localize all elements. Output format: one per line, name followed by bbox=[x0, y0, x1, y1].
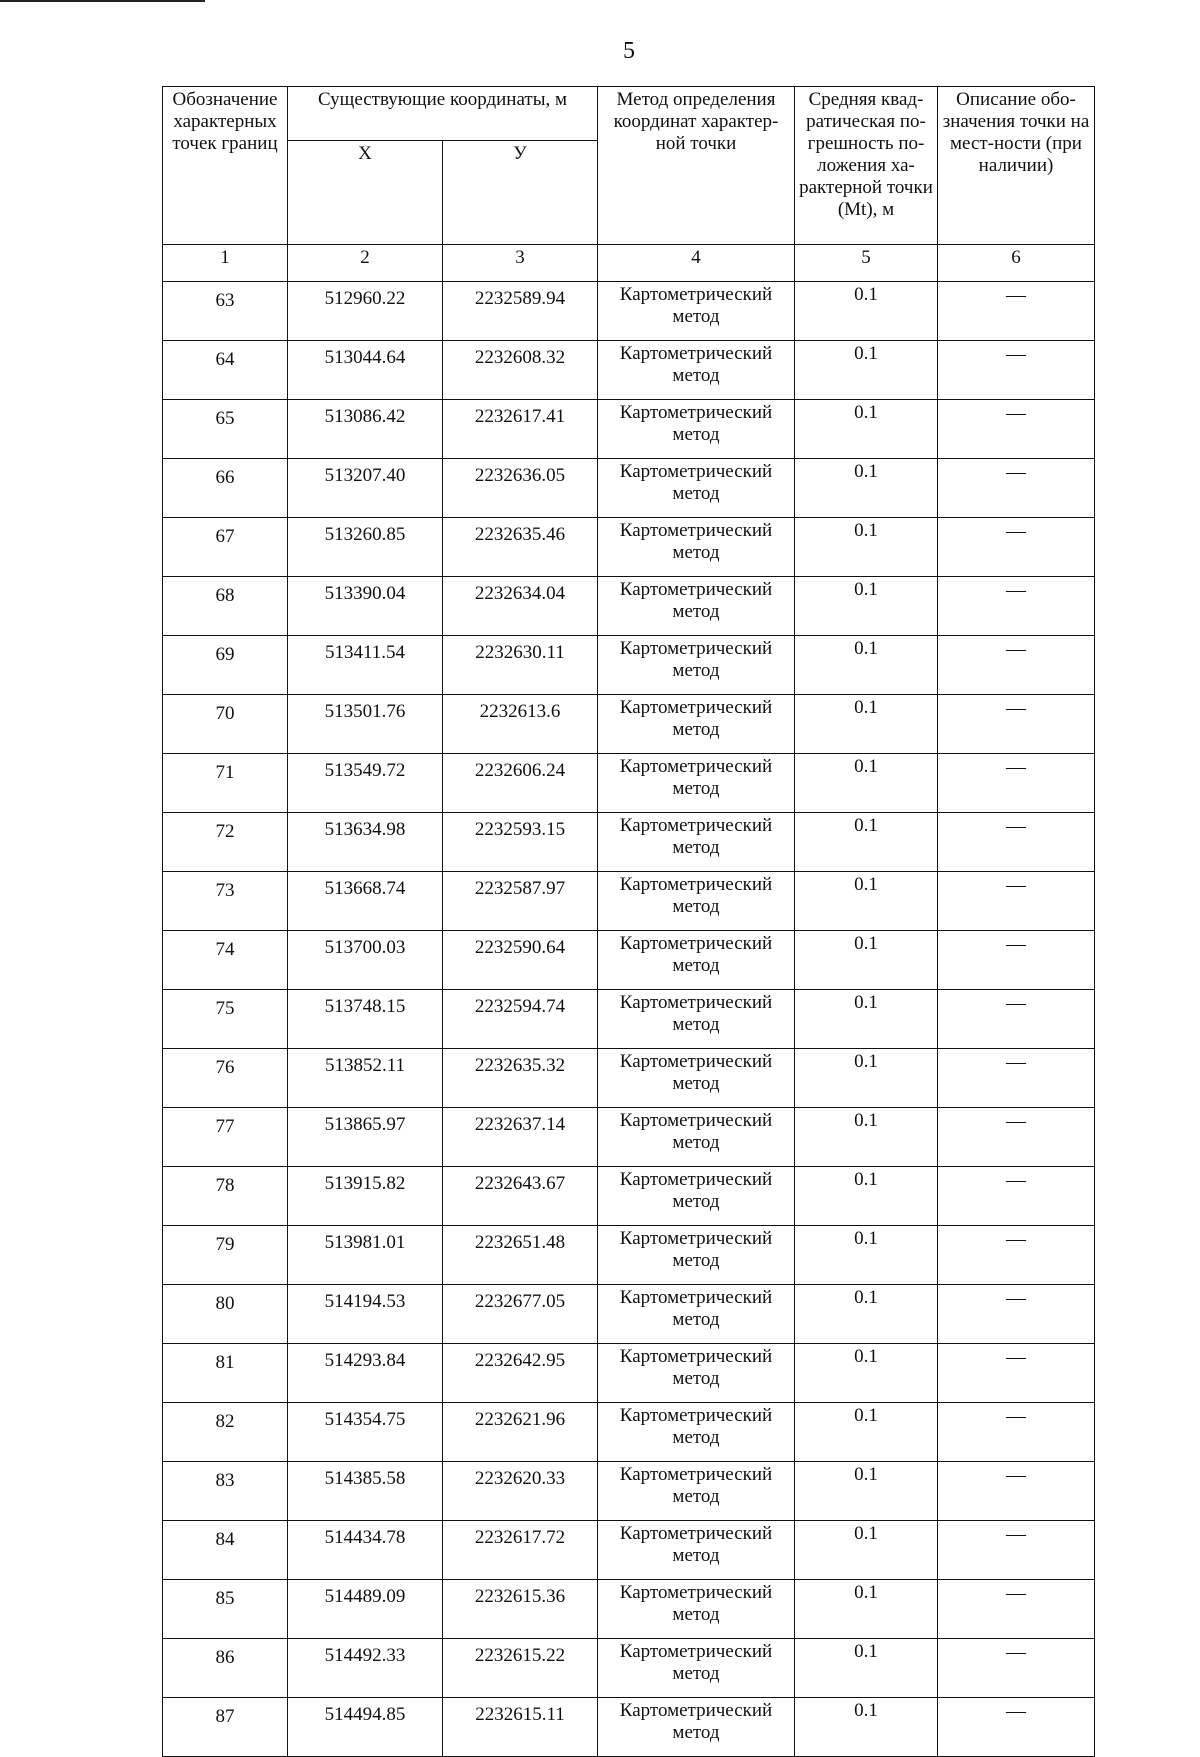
cell-method: Картометрический метод bbox=[598, 872, 795, 931]
cell-method: Картометрический метод bbox=[598, 754, 795, 813]
cell-method: Картометрический метод bbox=[598, 341, 795, 400]
table-row bbox=[163, 459, 1095, 518]
cell-y: 2232621.96 bbox=[443, 1403, 598, 1462]
cell-error: 0.1 bbox=[795, 1049, 938, 1108]
cell-x: 513915.82 bbox=[288, 1167, 443, 1226]
cell-error: 0.1 bbox=[795, 518, 938, 577]
cell-point-id: 77 bbox=[163, 1108, 288, 1167]
cell-x: 513086.42 bbox=[288, 400, 443, 459]
cell-method: Картометрический метод bbox=[598, 1698, 795, 1757]
cell-description: — bbox=[938, 1639, 1095, 1698]
cell-method: Картометрический метод bbox=[598, 1049, 795, 1108]
column-number: 5 bbox=[795, 245, 938, 282]
cell-description: — bbox=[938, 1344, 1095, 1403]
cell-x: 514494.85 bbox=[288, 1698, 443, 1757]
cell-error: 0.1 bbox=[795, 1462, 938, 1521]
cell-point-id: 80 bbox=[163, 1285, 288, 1344]
cell-point-id: 73 bbox=[163, 872, 288, 931]
cell-method: Картометрический метод bbox=[598, 1639, 795, 1698]
cell-x: 513852.11 bbox=[288, 1049, 443, 1108]
top-rule bbox=[0, 0, 205, 2]
cell-error: 0.1 bbox=[795, 1580, 938, 1639]
cell-x: 513865.97 bbox=[288, 1108, 443, 1167]
cell-method: Картометрический метод bbox=[598, 1285, 795, 1344]
cell-y: 2232630.11 bbox=[443, 636, 598, 695]
cell-method: Картометрический метод bbox=[598, 400, 795, 459]
cell-error: 0.1 bbox=[795, 813, 938, 872]
cell-error: 0.1 bbox=[795, 1698, 938, 1757]
cell-y: 2232642.95 bbox=[443, 1344, 598, 1403]
cell-error: 0.1 bbox=[795, 459, 938, 518]
cell-point-id: 67 bbox=[163, 518, 288, 577]
column-number: 2 bbox=[288, 245, 443, 282]
cell-y: 2232620.33 bbox=[443, 1462, 598, 1521]
cell-error: 0.1 bbox=[795, 1639, 938, 1698]
cell-y: 2232590.64 bbox=[443, 931, 598, 990]
cell-description: — bbox=[938, 990, 1095, 1049]
header-point-designation: Обозначение характерных точек границ bbox=[163, 87, 288, 245]
table-row bbox=[163, 1639, 1095, 1698]
cell-description: — bbox=[938, 1226, 1095, 1285]
cell-y: 2232617.41 bbox=[443, 400, 598, 459]
cell-point-id: 79 bbox=[163, 1226, 288, 1285]
cell-method: Картометрический метод bbox=[598, 1344, 795, 1403]
cell-y: 2232594.74 bbox=[443, 990, 598, 1049]
cell-method: Картометрический метод bbox=[598, 577, 795, 636]
cell-description: — bbox=[938, 695, 1095, 754]
cell-point-id: 68 bbox=[163, 577, 288, 636]
cell-method: Картометрический метод bbox=[598, 931, 795, 990]
table-row bbox=[163, 341, 1095, 400]
cell-point-id: 66 bbox=[163, 459, 288, 518]
cell-description: — bbox=[938, 1580, 1095, 1639]
column-number: 1 bbox=[163, 245, 288, 282]
table-row bbox=[163, 1049, 1095, 1108]
cell-y: 2232677.05 bbox=[443, 1285, 598, 1344]
cell-x: 514293.84 bbox=[288, 1344, 443, 1403]
cell-error: 0.1 bbox=[795, 341, 938, 400]
cell-description: — bbox=[938, 1049, 1095, 1108]
cell-method: Картометрический метод bbox=[598, 636, 795, 695]
cell-x: 513411.54 bbox=[288, 636, 443, 695]
cell-error: 0.1 bbox=[795, 1403, 938, 1462]
cell-x: 514489.09 bbox=[288, 1580, 443, 1639]
cell-description: — bbox=[938, 1698, 1095, 1757]
cell-error: 0.1 bbox=[795, 577, 938, 636]
cell-error: 0.1 bbox=[795, 1108, 938, 1167]
cell-description: — bbox=[938, 518, 1095, 577]
cell-error: 0.1 bbox=[795, 1521, 938, 1580]
cell-y: 2232606.24 bbox=[443, 754, 598, 813]
cell-y: 2232635.32 bbox=[443, 1049, 598, 1108]
table-row bbox=[163, 577, 1095, 636]
cell-method: Картометрический метод bbox=[598, 1580, 795, 1639]
cell-point-id: 72 bbox=[163, 813, 288, 872]
cell-x: 513668.74 bbox=[288, 872, 443, 931]
table-row bbox=[163, 1285, 1095, 1344]
cell-x: 513700.03 bbox=[288, 931, 443, 990]
header-y: У bbox=[443, 141, 598, 245]
cell-error: 0.1 bbox=[795, 1226, 938, 1285]
cell-point-id: 82 bbox=[163, 1403, 288, 1462]
cell-description: — bbox=[938, 931, 1095, 990]
boundary-points-table bbox=[162, 86, 1095, 1757]
table-row bbox=[163, 1344, 1095, 1403]
cell-error: 0.1 bbox=[795, 695, 938, 754]
cell-point-id: 64 bbox=[163, 341, 288, 400]
cell-y: 2232613.6 bbox=[443, 695, 598, 754]
cell-method: Картометрический метод bbox=[598, 695, 795, 754]
cell-point-id: 87 bbox=[163, 1698, 288, 1757]
cell-y: 2232617.72 bbox=[443, 1521, 598, 1580]
cell-x: 513260.85 bbox=[288, 518, 443, 577]
table-row bbox=[163, 636, 1095, 695]
column-number: 4 bbox=[598, 245, 795, 282]
cell-description: — bbox=[938, 1521, 1095, 1580]
table-row bbox=[163, 1167, 1095, 1226]
cell-error: 0.1 bbox=[795, 872, 938, 931]
table-row bbox=[163, 1698, 1095, 1757]
cell-x: 512960.22 bbox=[288, 282, 443, 341]
cell-y: 2232608.32 bbox=[443, 341, 598, 400]
cell-x: 513748.15 bbox=[288, 990, 443, 1049]
cell-description: — bbox=[938, 400, 1095, 459]
cell-description: — bbox=[938, 1167, 1095, 1226]
cell-error: 0.1 bbox=[795, 1167, 938, 1226]
cell-method: Картометрический метод bbox=[598, 459, 795, 518]
cell-error: 0.1 bbox=[795, 1344, 938, 1403]
cell-y: 2232635.46 bbox=[443, 518, 598, 577]
cell-x: 514385.58 bbox=[288, 1462, 443, 1521]
cell-y: 2232615.11 bbox=[443, 1698, 598, 1757]
cell-error: 0.1 bbox=[795, 1285, 938, 1344]
header-description: Описание обо-значения точки на мест-ности (при наличии) bbox=[938, 87, 1095, 245]
table-row bbox=[163, 1521, 1095, 1580]
cell-error: 0.1 bbox=[795, 636, 938, 695]
table-row bbox=[163, 518, 1095, 577]
cell-point-id: 81 bbox=[163, 1344, 288, 1403]
cell-x: 513981.01 bbox=[288, 1226, 443, 1285]
table-row bbox=[163, 931, 1095, 990]
cell-y: 2232651.48 bbox=[443, 1226, 598, 1285]
cell-method: Картометрический метод bbox=[598, 1403, 795, 1462]
cell-y: 2232643.67 bbox=[443, 1167, 598, 1226]
cell-y: 2232589.94 bbox=[443, 282, 598, 341]
cell-point-id: 83 bbox=[163, 1462, 288, 1521]
cell-x: 513634.98 bbox=[288, 813, 443, 872]
table-row bbox=[163, 1462, 1095, 1521]
cell-method: Картометрический метод bbox=[598, 1521, 795, 1580]
cell-x: 514434.78 bbox=[288, 1521, 443, 1580]
cell-error: 0.1 bbox=[795, 400, 938, 459]
cell-y: 2232615.36 bbox=[443, 1580, 598, 1639]
cell-x: 513501.76 bbox=[288, 695, 443, 754]
cell-description: — bbox=[938, 577, 1095, 636]
cell-method: Картометрический метод bbox=[598, 1167, 795, 1226]
cell-description: — bbox=[938, 813, 1095, 872]
table-row bbox=[163, 872, 1095, 931]
cell-point-id: 84 bbox=[163, 1521, 288, 1580]
cell-point-id: 71 bbox=[163, 754, 288, 813]
table-row bbox=[163, 1108, 1095, 1167]
cell-x: 513207.40 bbox=[288, 459, 443, 518]
cell-point-id: 85 bbox=[163, 1580, 288, 1639]
cell-method: Картометрический метод bbox=[598, 990, 795, 1049]
cell-description: — bbox=[938, 282, 1095, 341]
cell-point-id: 74 bbox=[163, 931, 288, 990]
table-row bbox=[163, 1403, 1095, 1462]
cell-method: Картометрический метод bbox=[598, 1108, 795, 1167]
cell-x: 514354.75 bbox=[288, 1403, 443, 1462]
cell-x: 513549.72 bbox=[288, 754, 443, 813]
cell-method: Картометрический метод bbox=[598, 1226, 795, 1285]
table-row bbox=[163, 1580, 1095, 1639]
cell-point-id: 86 bbox=[163, 1639, 288, 1698]
header-x: X bbox=[288, 141, 443, 245]
cell-x: 513044.64 bbox=[288, 341, 443, 400]
cell-x: 514492.33 bbox=[288, 1639, 443, 1698]
cell-y: 2232593.15 bbox=[443, 813, 598, 872]
table-row bbox=[163, 990, 1095, 1049]
cell-point-id: 65 bbox=[163, 400, 288, 459]
column-number: 3 bbox=[443, 245, 598, 282]
cell-y: 2232615.22 bbox=[443, 1639, 598, 1698]
cell-description: — bbox=[938, 872, 1095, 931]
cell-description: — bbox=[938, 1108, 1095, 1167]
cell-description: — bbox=[938, 459, 1095, 518]
cell-error: 0.1 bbox=[795, 931, 938, 990]
cell-y: 2232587.97 bbox=[443, 872, 598, 931]
cell-description: — bbox=[938, 636, 1095, 695]
cell-method: Картометрический метод bbox=[598, 282, 795, 341]
table-row bbox=[163, 754, 1095, 813]
cell-error: 0.1 bbox=[795, 990, 938, 1049]
header-method: Метод определения координат характер-ной точки bbox=[598, 87, 795, 245]
table-row bbox=[163, 400, 1095, 459]
header-mean-square-error: Средняя квад-ратическая по-грешность по-ложения ха-рактерной точки (Mt), м bbox=[795, 87, 938, 245]
table-row bbox=[163, 282, 1095, 341]
page-number: 5 bbox=[623, 38, 635, 64]
cell-point-id: 63 bbox=[163, 282, 288, 341]
cell-description: — bbox=[938, 754, 1095, 813]
header-existing-coordinates: Существующие координаты, м bbox=[288, 87, 598, 141]
cell-x: 513390.04 bbox=[288, 577, 443, 636]
table-row bbox=[163, 813, 1095, 872]
cell-y: 2232634.04 bbox=[443, 577, 598, 636]
cell-description: — bbox=[938, 1403, 1095, 1462]
cell-point-id: 75 bbox=[163, 990, 288, 1049]
cell-method: Картометрический метод bbox=[598, 813, 795, 872]
column-number: 6 bbox=[938, 245, 1095, 282]
cell-method: Картометрический метод bbox=[598, 518, 795, 577]
cell-x: 514194.53 bbox=[288, 1285, 443, 1344]
cell-error: 0.1 bbox=[795, 282, 938, 341]
cell-method: Картометрический метод bbox=[598, 1462, 795, 1521]
cell-point-id: 70 bbox=[163, 695, 288, 754]
cell-description: — bbox=[938, 1285, 1095, 1344]
cell-y: 2232637.14 bbox=[443, 1108, 598, 1167]
cell-error: 0.1 bbox=[795, 754, 938, 813]
cell-point-id: 69 bbox=[163, 636, 288, 695]
cell-point-id: 78 bbox=[163, 1167, 288, 1226]
table-row bbox=[163, 1226, 1095, 1285]
cell-description: — bbox=[938, 1462, 1095, 1521]
table-row bbox=[163, 695, 1095, 754]
cell-y: 2232636.05 bbox=[443, 459, 598, 518]
cell-point-id: 76 bbox=[163, 1049, 288, 1108]
cell-description: — bbox=[938, 341, 1095, 400]
